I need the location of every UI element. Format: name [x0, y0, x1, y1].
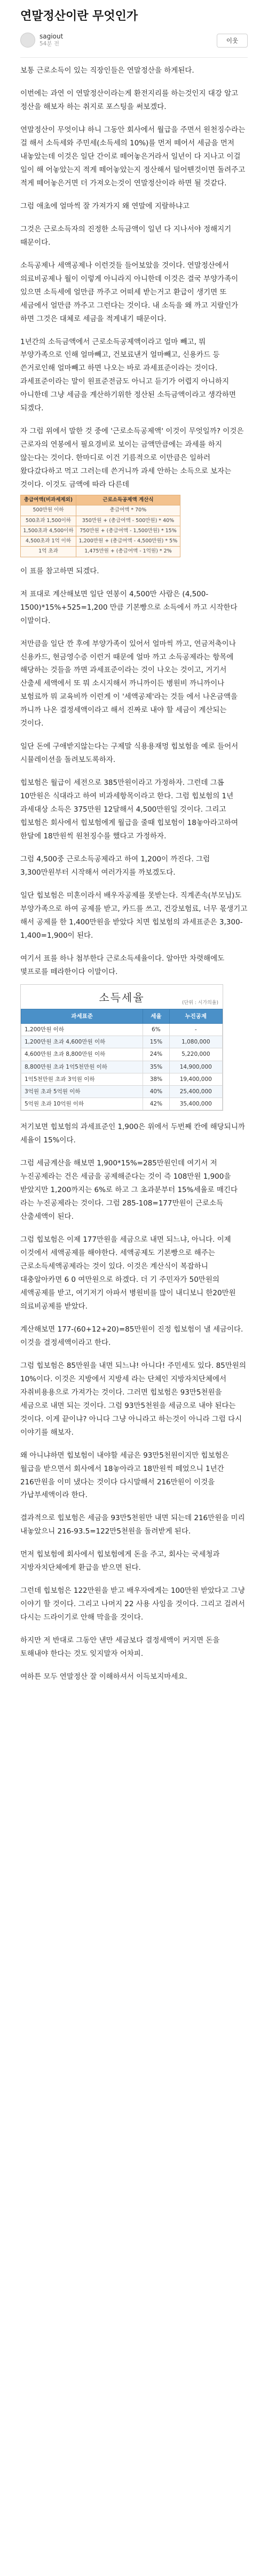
paragraph: 연말정산이 무엇이냐 하니 그동안 회사에서 월급을 주면서 원천징수라는 걸 해서 소득세와 주민세(소득세의 10%)를 먼저 떼어서 세금을 먼저 내놓았는데 이것은 일단 간이로 떼어놓은거라서 일년이 다 지나고 이걸 일이 해 어놓았는지 적게 떼어놓았는지 정산해서 덜어뗀것이면 돌려주고 적게 떼어놓은거면 더 가져오는것이 연말정산이라 하면 될 것같다.	[20, 125, 246, 188]
table-cell: 1억 초과	[21, 547, 76, 557]
table-cell: 350만원 + (총급여액 - 500만원) * 40%	[76, 516, 180, 526]
table-cell: 19,400,000	[169, 1073, 222, 1085]
table-cell: 40%	[143, 1085, 169, 1098]
table-header: 과세표준	[21, 1009, 143, 1023]
body-section-c	[20, 1120, 248, 1684]
table-row	[21, 1073, 223, 1085]
table-cell: 3억원 초과 5억원 이하	[21, 1085, 143, 1098]
paragraph: 그럼 4,500중 근로소득공제라고 하여 1,200이 까진다. 그럼 3,300만원부터 시작해서 여러가지를 까보겠도다.	[20, 855, 210, 877]
income-tax-rate-table	[20, 984, 223, 1111]
paragraph: 1년간의 소득금액에서 근로소득공제액이라고 얼마 빼고, 뭐 부양가족으로 인해 얼마빼고, 건보료낸거 얼마빼고, 신용카드 등 쓴거로인해 얼마빼고 하면 나오는 바로 과세표준이라는 것이다. 과세표준이라는 말이 원표준전금도 아니고 듣기가 어렵지 아니하지 아니한데 그냥 세금을 계산하기위한 정산된 소득금액이라고 생각하면 되겠다.	[20, 337, 236, 413]
table-cell: 1,200만원 초과 4,600만원 이하	[21, 1036, 143, 1048]
paragraph: 그럼 애초에 얼마씩 잘 가져가지 왜 연말에 지랄하냐고	[20, 201, 190, 211]
paragraph: 여기서 표를 하나 첨부한다 근로소득세율이다. 알아만 차렷해에도 몇프로를 떼라한이다 이말이다.	[20, 954, 225, 976]
paragraph: 일단 돈에 구애받지않는다는 구제말 식용용재멍 힙보험을 예로 들어서 시뮬레이션을 돌려보도록하자.	[20, 742, 239, 765]
table-cell: 1,500초과 4,500이하	[21, 526, 76, 536]
paragraph: 그런데 힙보험은 122만원을 받고 배우자에게는 100만원 받았다고 그냥 이야기 할 것이다. 그리고 나머지 22 사용 사임을 것이다. 그리고 걸려서 다시는 드라이기로 안해 막을을 것이다.	[20, 1586, 245, 1622]
table-cell: 25,400,000	[169, 1085, 222, 1098]
table-row	[21, 505, 180, 516]
body-section-a	[20, 64, 248, 492]
body-section-b	[20, 565, 248, 979]
paragraph: 여하튼 모두 연말정산 잘 이해하셔서 이득보지마세요.	[20, 1672, 187, 1682]
table-row	[21, 536, 180, 547]
table-cell: 1,475만원 + (총급여액 - 1억원) * 2%	[76, 547, 180, 557]
earned-income-deduction-table	[20, 495, 180, 557]
author-bar	[20, 30, 248, 50]
table-cell: 6%	[143, 1024, 169, 1036]
table-cell: 5,220,000	[169, 1048, 222, 1061]
table-cell: 42%	[143, 1098, 169, 1110]
author-meta	[40, 33, 63, 48]
paragraph: 그럼 세금계산을 해보면 1,900*15%=285만원인데 여기서 저 누진공제라는 건은 세금을 공제해준다는 것이 즉 108만원 1,900을 받았지만 1,200까지는 6%로 하고 그 초과분부터 15%세율로 매긴다 라는 누진공제라는 것이다. 그럼 285-108=177만원이 근로소득 산출세액이 된다.	[20, 1159, 238, 1221]
paragraph: 일단 힙보험은 미혼이라서 배우자공제를 못받는다. 직계존속(부모님)도 부양가족으로 하여 공제를 받고, 카드를 쓰고, 건강보험료, 너무 몫생기고 해서 공제를 한 1,400만원을 받았다 치면 힙보험의 과세표준은 3,300-1,400=1,900이 된다.	[20, 891, 248, 940]
table-cell: 750만원 + (총급여액 - 1,500만원) * 15%	[76, 526, 180, 536]
table-row	[21, 516, 180, 526]
table-cell: 총급여액 * 70%	[76, 505, 180, 516]
paragraph: 힙보험은 월급이 세전으로 385만원이라고 가정하자. 그런데 그롭 10만원은 식대라고 하여 비과세항목이라고 한다. 그럼 힙보험의 1년 과세대상 소득은 375만원 12달해서 4,500만원일 것이다. 그리고 힙보험은 회사에서 힙보험에게 월급을 줄때 힙보험이 18놓아라고하여 한달에 18만원씩 원천징수를 했다고 가정하자.	[20, 779, 239, 841]
paragraph: 먼저 힙보험에 회사에서 힙보험에게 돈을 주고, 회사는 국세청과 지방자치단체에게 환급을 받으면 된다.	[20, 1550, 220, 1573]
paragraph: 보통 근로소득이 있는 직장인들은 연말정산을 하게된다.	[20, 66, 194, 75]
table-cell: 24%	[143, 1048, 169, 1061]
paragraph: 그럼 힙보험은 이제 177만원을 세금으로 내면 되느냐, 아니다. 이제 이것에서 세액공제를 해야한다. 세액공제도 기본빵으로 해주는 근로소득세액공제라는 것이 있다. 이것은 계산식이 복잡하니 대충알아카면 6 0 여만원으로 하겠다. 더 기 주민자가 50만원의 세액공제를 받고, 여기저기 아파서 병원비를 많이 내디보니 한20만원 의료비공제를 받았다.	[20, 1235, 236, 1311]
paragraph: 계산해보면 177-(60+12+20)=85만원이 진정 힙보험이 낼 세금이다. 이것을 결정세액이라고 한다.	[20, 1325, 243, 1347]
table-cell: 14,900,000	[169, 1061, 222, 1073]
table-title-text: 소득세율	[99, 991, 145, 1004]
table-title	[21, 985, 223, 1009]
table-cell: 500초과 1,500이하	[21, 516, 76, 526]
table-row	[21, 1098, 223, 1110]
table-cell: 1,200만원 이하	[21, 1024, 143, 1036]
paragraph: 그것은 근로소득자의 진정한 소득금액이 일년 다 지나서야 정해지기 때문이다.	[20, 224, 232, 247]
paragraph: 왜 아니냐하면 힙보험이 내야할 세금은 93만5천원이지만 힙보험은 월급을 받으면서 회사에서 18놓아라고 18만원씩 떼었으니 1년간 216만원을 이미 냈다는 것이다 다시말해서 216만원이 이것을 가납부세액이라 한다.	[20, 1451, 229, 1500]
table-row	[21, 1085, 223, 1098]
paragraph: 하지만 저 반대로 그동안 낸만 세금보다 결정세액이 커지면 돈을 토해내야 한다는 것도 잊지말자 어차피.	[20, 1636, 220, 1659]
paragraph: 저 표대로 계산해보면 일단 연봉이 4,500만 사람은 (4,500-1500)*15%+525=1,200 만큼 기본빵으로 소득에서 까고 시작한다 이말이다.	[20, 589, 238, 625]
avatar[interactable]	[20, 33, 35, 48]
table-row	[21, 1024, 223, 1036]
post-time: 54분 전	[40, 40, 59, 47]
table-row	[21, 1061, 223, 1073]
table-cell: 15%	[143, 1036, 169, 1048]
tax-rate-grid	[21, 1009, 223, 1110]
table-row	[21, 1036, 223, 1048]
page-title: 연말정산이란 무엇인가	[20, 10, 138, 23]
table-header: 세율	[143, 1009, 169, 1023]
paragraph: 소득공제나 세액공제나 이런것들 들어보았을 것이다. 연말정산에서 의료비공제나 월이 이렇게 아니라지 아니한데 이것은 결국 부양가족이 있으면 소득세에 얼만큼 까주고 어떠세 받는거고 환급이 생기면 또 세금에서 얼만큼 까주고 그런다는 것이다. 내 소득을 왜 까고 지랄인가 하면 그것은 대체로 세금을 적게내기 때문이다.	[20, 261, 239, 323]
table-cell: 4,600만원 초과 8,800만원 이하	[21, 1048, 143, 1061]
paragraph: 저기보면 힙보험의 과세표준인 1,900은 위에서 두번째 칸에 해당되니까 세율이 15%이다.	[20, 1123, 245, 1145]
table-unit: (단위 : 시가의율)	[182, 1000, 218, 1006]
divider	[20, 57, 248, 58]
table-header: 총급여액(비과세제외)	[21, 495, 76, 505]
table-header: 누진공제	[169, 1009, 222, 1023]
table-row	[21, 526, 180, 536]
paragraph: 이번에는 과연 이 연말정산이라는게 환전지리를 하는것인지 대강 알고 정산을 해보자 하는 취지로 포스팅을 써보겠다.	[20, 89, 239, 111]
table-cell: 8,800만원 초과 1억5천만원 이하	[21, 1061, 143, 1073]
table-cell: 1,200만원 + (총급여액 - 4,500만원) * 5%	[76, 536, 180, 547]
table-cell: 1,080,000	[169, 1036, 222, 1048]
paragraph: 자 그럼 위에서 말한 것 중에 '근로소득공제액' 이것이 무엇일까? 이것은 근로자의 연봉에서 필요경비로 보이는 금액만큼에는 과세를 하지 않는다는 것이다. 한마디로 이건 기름적으로 이만큼은 일하러 왔다갔다하고 먹고 그러는데 쓴거니까 과세 안하는 소득으로 보자는 것이다. 이것도 금액에 따라 다른데	[20, 427, 244, 489]
paragraph: 결과적으로 힙보험은 세금을 93만5천원만 내면 되는데 216만원을 미리 내놓았으니 216-93.5=122만5천원을 돌려받게 된다.	[20, 1514, 245, 1536]
author-name[interactable]: sagiout	[40, 32, 64, 40]
table-row	[21, 1048, 223, 1061]
table-cell: 1억5천만원 초과 3억원 이하	[21, 1073, 143, 1085]
table-cell: 5억원 초과 10억원 이하	[21, 1098, 143, 1110]
paragraph: 그럼 힙보험은 85만원을 내면 되느냐! 아니다! 주민세도 있다. 85만원의 10%이다. 이것은 지방에서 지방세 라는 단체인 지방자치단체에서 자취비용용으로 가져가는 것이다. 그러면 힙보험은 93만5천원을 세금으로 내면 되는 것이다. 그럼 93만5천원을 세금으로 내야 된다는 것이다. 이게 끝이냐? 아니다 그냥 아니라고 하는것이 아니라 그럼 다시 이야기를 해보자.	[20, 1361, 246, 1437]
table-cell: 38%	[143, 1073, 169, 1085]
paragraph: 저만큼을 일단 깐 후에 부양가족이 있어서 얼마씩 까고, 연금저축이나 신용카드, 현금영수증 이런거 때문에 얼마 까고 소득공제라는 항목에 해당하는 것들을 까면 과세표준이라는 것이 나오는 것이고, 거기서 산출세 세액에서 또 뭐 소시지해서 까니까이든 병원비 까니까이나 보험료까 뭐 교육비까 이런게 이 '세액공제'라는 것들 에서 나온금액을 까니까 나온 결정세액이라고 해서 진짜로 내야 할 세금이 계산되는 것이다.	[20, 639, 238, 728]
paragraph: 이 표를 참고하면 되겠다.	[20, 566, 99, 575]
table-cell: 500만원 이하	[21, 505, 76, 516]
table-cell: -	[169, 1024, 222, 1036]
page-bottom-spacer	[20, 1693, 248, 1715]
table-cell: 4,500초과 1억 이하	[21, 536, 76, 547]
table-cell: 35,400,000	[169, 1098, 222, 1110]
table-cell: 35%	[143, 1061, 169, 1073]
table-header: 근로소득공제액 계산식	[76, 495, 180, 505]
follow-button[interactable]: 이웃	[217, 34, 248, 48]
table-row	[21, 547, 180, 557]
